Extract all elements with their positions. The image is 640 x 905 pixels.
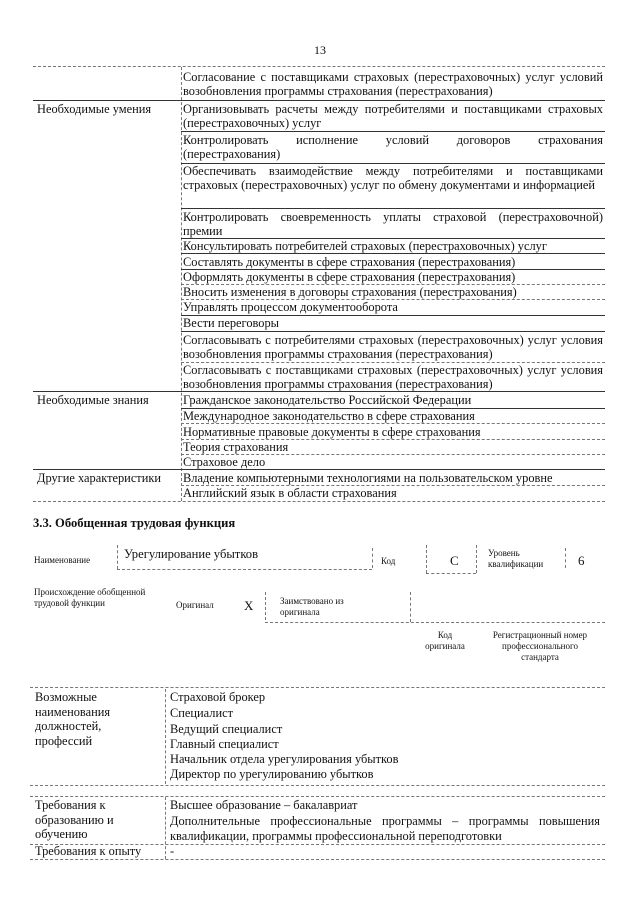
list-item: Ведущий специалист	[170, 722, 283, 736]
registration-number-label: Регистрационный номер профессионального стандарта	[492, 630, 588, 662]
name-label: Наименование	[34, 555, 91, 565]
knowledge-label: Необходимые знания	[37, 393, 149, 407]
list-item: Специалист	[170, 706, 233, 720]
origin-label: Происхождение обобщенной трудовой функции	[34, 587, 146, 608]
level-label: Уровень квалификации	[488, 548, 544, 569]
experience-value: -	[170, 844, 175, 858]
education-requirements-label: Требования к образованию и обучению	[35, 798, 114, 841]
list-item: Начальник отдела урегулирования убытков	[170, 752, 399, 766]
function-name: Урегулирование убытков	[124, 547, 259, 561]
level-value: 6	[578, 553, 585, 568]
skills-knowledge-table: Согласование с поставщиками страховых (перестраховочных) услуг условий возобновления программы страхования (перестрахования) Необходимые умения Организовывать расчеты между потребителями и поставщиками страховых (перестраховочных) услуг Контролировать исполнение условий договоров страхования (перестрахования) Обеспечивать взаимодействие между потребителями и поставщиками страховых (перестраховочных) услуг по обмену документами и информацией Контролировать своевременность уплаты страховой (перестраховочной) премии Консультировать потребителей страховых (перестраховочных) услуг Составлять документы в сфере страхования (перестрахования) Оформлять документы в сфере страхования (перестрахования) Вносить изменения в договоры страхования (перестрахования) Управлять процессом документооборота Вести переговоры Согласовывать с потребителями страховых (перестраховочных) услуг условия возобновления программы страхования (перестрахования) Согласовывать с поставщиками страховых (перестраховочных) услуг условия возобновления программы страхования (перестрахования) Необходимые знания Гражданское законодательство Российской Федерации Международное законодательство в сфере страхования Нормативные правовые документы в сфере страхования Теория страхования Страховое дело Другие характеристики Владение компьютерными технологиями на пользовательском уровне Английский язык в области страхования	[33, 66, 605, 501]
page-number: 13	[314, 43, 326, 57]
list-item: Директор по урегулированию убытков	[170, 767, 374, 781]
original-label: Оригинал	[176, 600, 214, 610]
list-item: Главный специалист	[170, 737, 279, 751]
code-value: C	[450, 553, 459, 568]
list-item: Высшее образование – бакалавриат	[170, 798, 358, 812]
experience-requirements-label: Требования к опыту	[35, 844, 142, 858]
code-label: Код	[381, 556, 396, 566]
list-item: Дополнительные профессиональные программы – программы повышения квалификации, программы профессиональной переподготовки	[170, 814, 600, 843]
skills-label: Необходимые умения	[37, 102, 152, 116]
original-mark: X	[244, 598, 254, 613]
list-item: Страховой брокер	[170, 690, 266, 704]
section-title: 3.3. Обобщенная трудовая функция	[33, 516, 236, 530]
original-code-label: Код оригинала	[425, 630, 465, 651]
other-characteristics-label: Другие характеристики	[37, 471, 162, 485]
borrowed-label: Заимствовано из оригинала	[280, 596, 344, 617]
positions-label: Возможные наименования должностей, профессий	[35, 690, 111, 748]
